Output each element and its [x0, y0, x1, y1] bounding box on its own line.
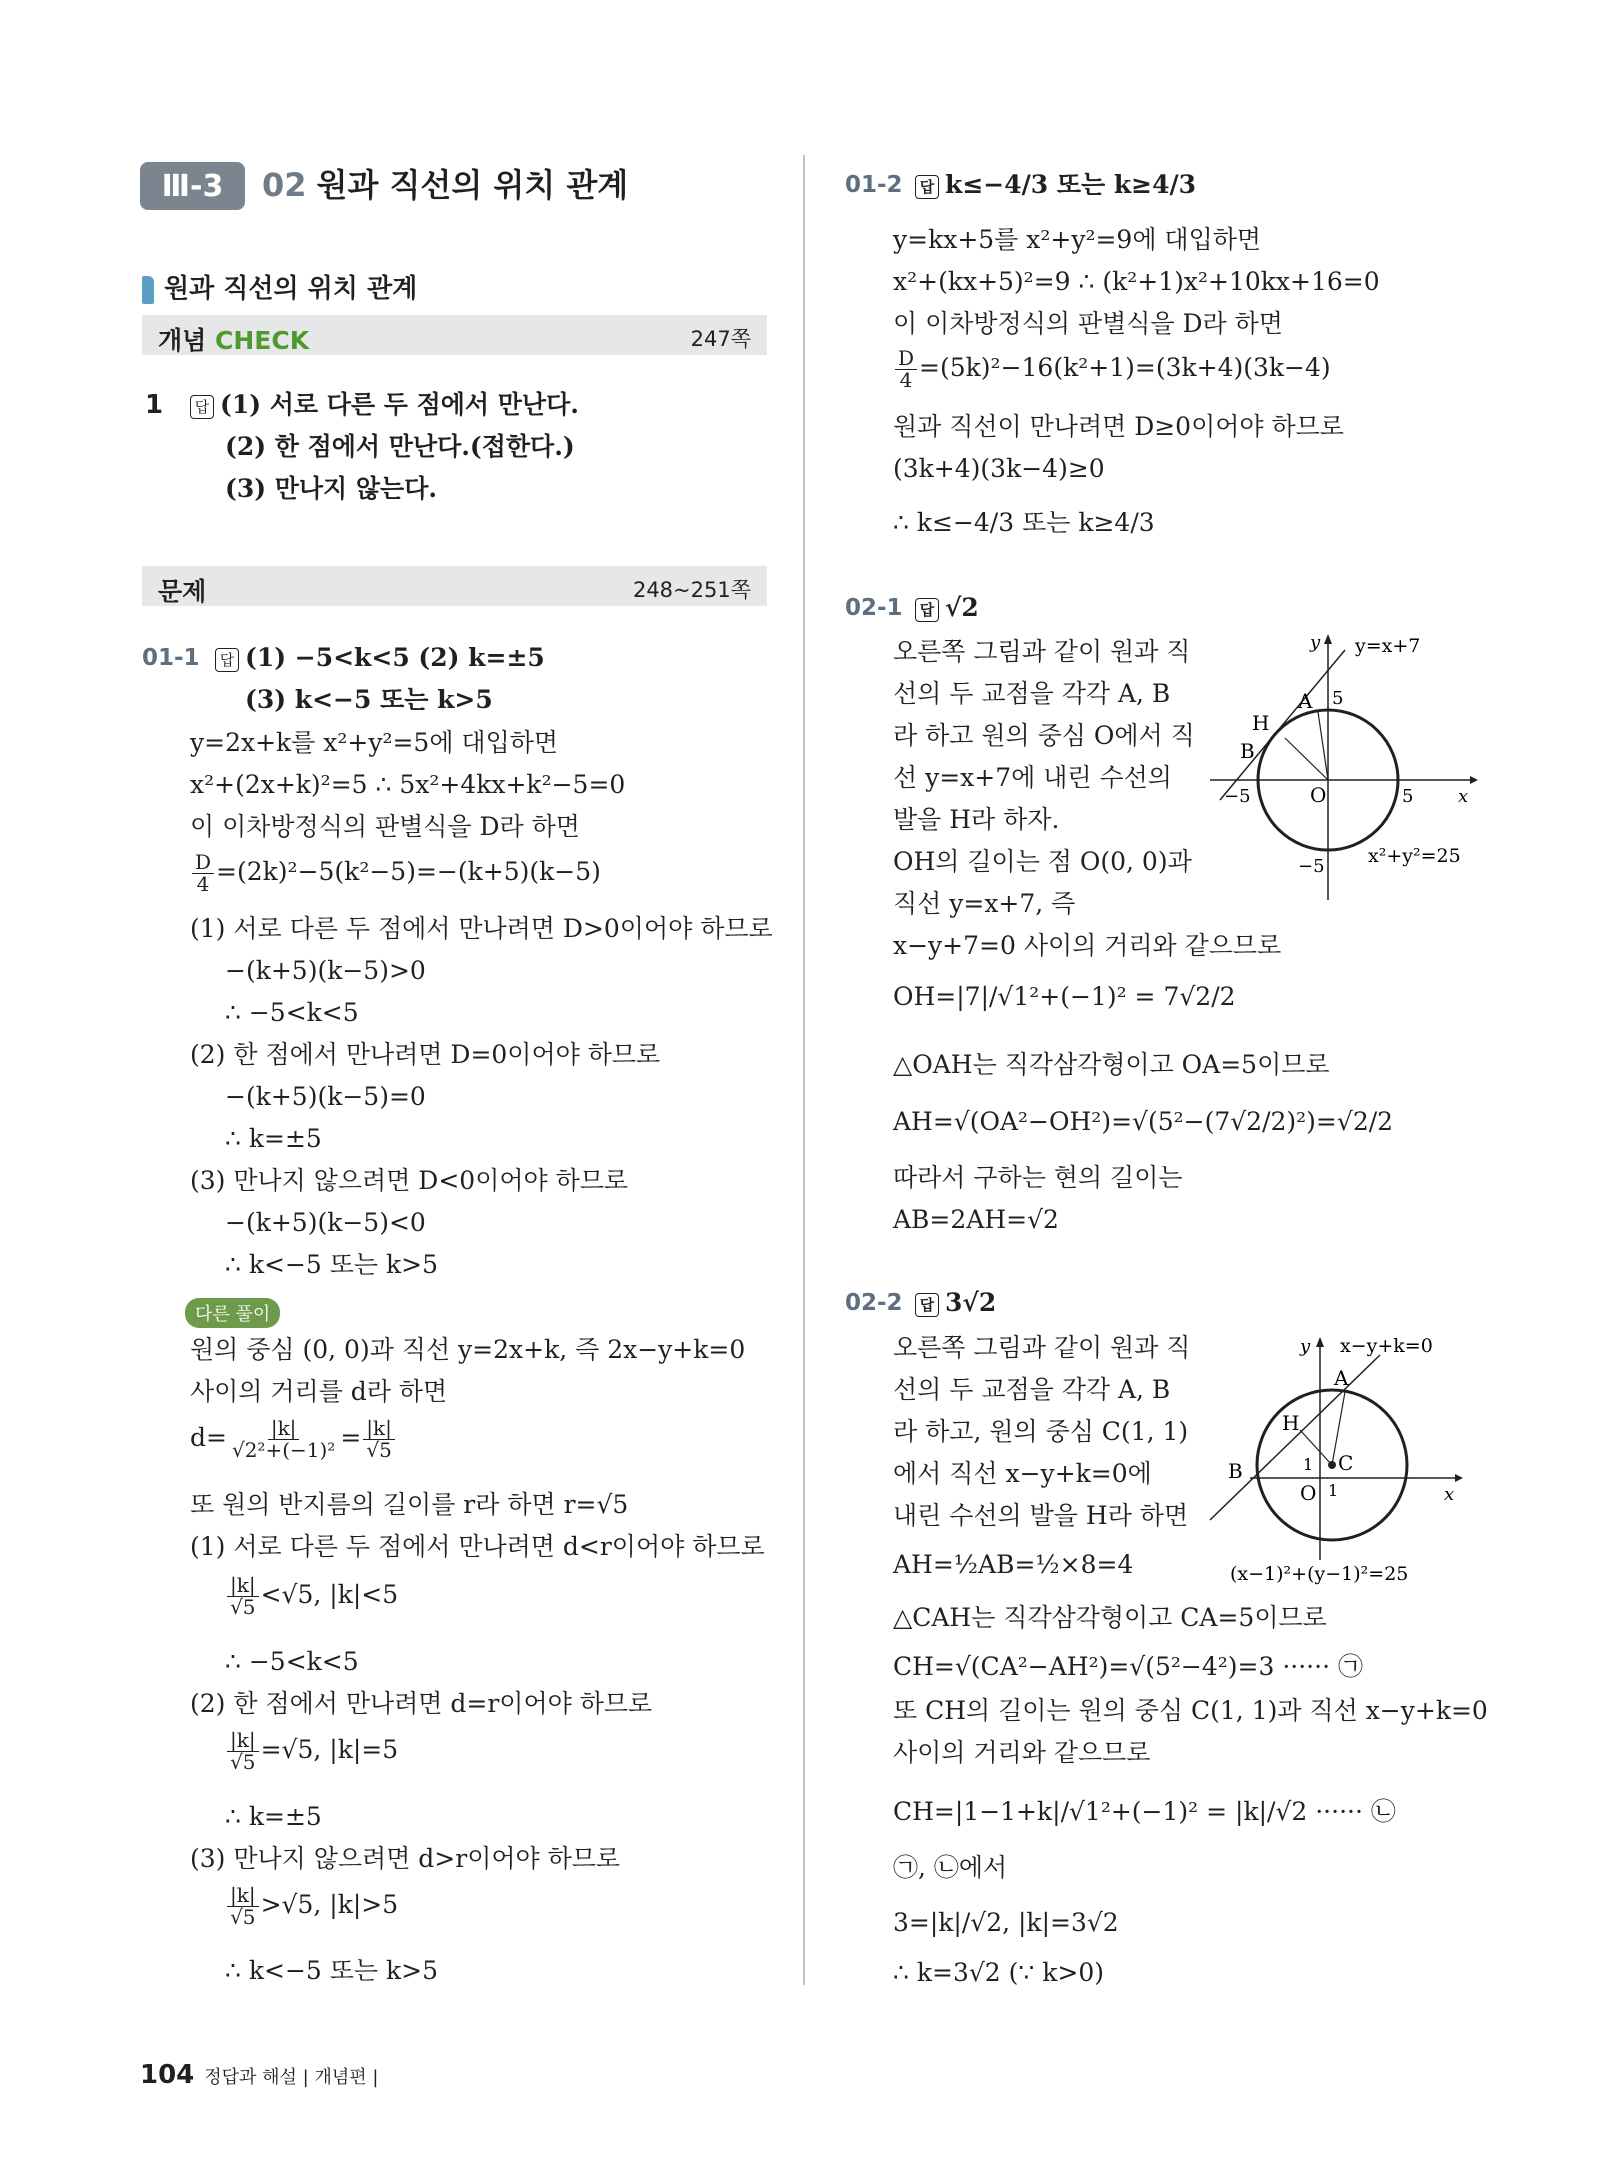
y-axis-label: y [1310, 632, 1321, 653]
solution-line: (3) 만나지 않으려면 D<0이어야 하므로 [190, 1166, 629, 1195]
concept-check-page: 247쪽 [690, 327, 751, 351]
answer-icon: 답 [190, 395, 214, 419]
solution-line: x²+(2x+k)²=5 ∴ 5x²+4kx+k²−5=0 [190, 770, 626, 799]
solution-line: 선의 두 교점을 각각 A, B [893, 679, 1171, 708]
solution-line: CH=√(CA²−AH²)=√(5²−4²)=3 ······ ㉠ [893, 1652, 1363, 1681]
column-divider [803, 155, 805, 1985]
problem-1-number: 1 [145, 390, 164, 420]
center-point [1328, 1461, 1336, 1469]
problem-02-1-answer: 답 √2 [915, 593, 979, 623]
solution-line: CH=|1−1+k|/√1²+(−1)² = |k|/√2 ······ ㉡ [893, 1797, 1396, 1826]
solution-line: ㉠, ㉡에서 [893, 1853, 1008, 1882]
alt-solution-line: 사이의 거리를 d라 하면 [190, 1377, 448, 1406]
line-label: y=x+7 [1355, 635, 1421, 657]
solution-line: 3=|k|/√2, |k|=3√2 [893, 1908, 1119, 1937]
solution-line: y=2x+k를 x²+y²=5에 대입하면 [190, 728, 559, 757]
solution-line: 라 하고, 원의 중심 C(1, 1) [893, 1417, 1189, 1446]
x-axis-arrow-icon [1455, 1474, 1463, 1482]
solution-line: (1) 서로 다른 두 점에서 만나려면 D>0이어야 하므로 [190, 914, 773, 943]
concept-check-label: 개념 CHECK [158, 326, 310, 355]
point-B: B [1228, 1459, 1243, 1483]
problem-01-1-answer-2: (3) k<−5 또는 k>5 [245, 685, 493, 714]
solution-line: 발을 H라 하자. [893, 805, 1060, 834]
problem-bar [142, 566, 767, 606]
solution-line: 이 이차방정식의 판별식을 D라 하면 [190, 812, 580, 841]
point-H: H [1252, 711, 1270, 735]
alternative-solution-tag: 다른 풀이 [185, 1298, 280, 1328]
alt-solution-line: $\frac{|k|}{√5}$ <√5, |k|<5 [225, 1575, 398, 1618]
solution-line: x²+(kx+5)²=9 ∴ (k²+1)x²+10kx+16=0 [893, 267, 1380, 296]
solution-line: 이 이차방정식의 판별식을 D라 하면 [893, 309, 1283, 338]
concept-check-bar [142, 315, 767, 355]
point-O: O [1300, 1481, 1317, 1505]
solution-line: AH=√(OA²−OH²)=√(5²−(7√2/2)²)=√2/2 [893, 1107, 1394, 1136]
alt-solution-line: ∴ k=±5 [225, 1802, 322, 1831]
solution-line: −(k+5)(k−5)=0 [225, 1082, 426, 1111]
answer-icon: 답 [915, 598, 939, 622]
x-axis-arrow-icon [1470, 776, 1478, 784]
solution-line: 에서 직선 x−y+k=0에 [893, 1459, 1152, 1488]
unit-badge: Ⅲ-3 [140, 162, 245, 210]
fraction: $\frac{D}{4}$ [192, 852, 214, 895]
problem-02-1-number: 02-1 [845, 595, 903, 621]
alt-solution-line: ∴ k<−5 또는 k>5 [225, 1956, 438, 1985]
solution-line: OH의 길이는 점 O(0, 0)과 [893, 847, 1192, 876]
solution-line: AB=2AH=√2 [893, 1205, 1059, 1234]
solution-line: 선 y=x+7에 내린 수선의 [893, 763, 1172, 792]
point-B: B [1240, 739, 1255, 763]
problem-02-2-number: 02-2 [845, 1290, 903, 1316]
solution-line: 또 CH의 길이는 원의 중심 C(1, 1)과 직선 x−y+k=0 [893, 1696, 1488, 1725]
point-H: H [1282, 1411, 1300, 1435]
point-A: A [1298, 689, 1313, 713]
solution-line: 원과 직선이 만나려면 D≥0이어야 하므로 [893, 412, 1344, 441]
solution-line: (2) 한 점에서 만나려면 D=0이어야 하므로 [190, 1040, 661, 1069]
solution-line: ∴ k=±5 [225, 1124, 322, 1153]
solution-line: ∴ k=3√2 (∵ k>0) [893, 1958, 1104, 1987]
y-axis-arrow-icon [1324, 634, 1332, 644]
section-marker-icon [142, 276, 154, 304]
alt-solution-line: (1) 서로 다른 두 점에서 만나려면 d<r이어야 하므로 [190, 1532, 765, 1561]
point-A: A [1334, 1366, 1349, 1390]
fraction: $\frac{|k|}{√5}$ [227, 1730, 259, 1773]
solution-line: 내린 수선의 발을 H라 하면 [893, 1501, 1189, 1530]
alt-solution-line: (2) 한 점에서 만나려면 d=r이어야 하므로 [190, 1689, 653, 1718]
circle-label: x²+y²=25 [1368, 845, 1461, 867]
problem-02-2-answer: 답 3√2 [915, 1288, 996, 1318]
x-axis-label: x [1458, 786, 1469, 807]
problem-01-1-number: 01-1 [142, 645, 200, 671]
solution-line: 라 하고 원의 중심 O에서 직 [893, 721, 1195, 750]
solution-line: ∴ k≤−4/3 또는 k≥4/3 [893, 508, 1155, 537]
chapter-number: 02 [262, 166, 307, 204]
solution-line: y=kx+5를 x²+y²=9에 대입하면 [893, 225, 1262, 254]
point-O: O [1310, 783, 1327, 807]
y-axis-arrow-icon [1316, 1337, 1324, 1347]
solution-line: 직선 y=x+7, 즉 [893, 889, 1076, 918]
tick-5-x: 5 [1402, 786, 1414, 807]
solution-line: ∴ −5<k<5 [225, 998, 359, 1027]
point-C: C [1338, 1451, 1354, 1475]
line-x-y-k-0 [1210, 1355, 1380, 1520]
alt-solution-line: $\frac{|k|}{√5}$ =√5, |k|=5 [225, 1730, 398, 1773]
circle-label: (x−1)²+(y−1)²=25 [1230, 1563, 1409, 1585]
y-axis-label: y [1300, 1336, 1311, 1357]
alt-solution-line: ∴ −5<k<5 [225, 1647, 359, 1676]
solution-line: $\frac{D}{4}$ =(5k)²−16(k²+1)=(3k+4)(3k−4) [893, 348, 1331, 391]
answer-icon: 답 [215, 648, 239, 672]
solution-line: x−y+7=0 사이의 거리와 같으므로 [893, 931, 1282, 960]
solution-line: 오른쪽 그림과 같이 원과 직 [893, 1333, 1191, 1362]
solution-line: −(k+5)(k−5)>0 [225, 956, 426, 985]
tick-minus5-y: −5 [1298, 856, 1325, 877]
solution-line: −(k+5)(k−5)<0 [225, 1208, 426, 1237]
segment-OH [1285, 738, 1328, 780]
x-axis-label: x [1444, 1484, 1455, 1505]
page-number: 104 [140, 2060, 195, 2090]
tick-minus5-x: −5 [1224, 786, 1251, 807]
problem-1-answer-2: (2) 한 점에서 만난다.(접한다.) [225, 432, 575, 461]
solution-line: 사이의 거리와 같으므로 [893, 1738, 1151, 1767]
chapter-title-text: 원과 직선의 위치 관계 [316, 166, 629, 204]
problem-1-answer-3: (3) 만나지 않는다. [225, 474, 438, 503]
problem-1-answer-1: 답 (1) 서로 다른 두 점에서 만난다. [190, 390, 579, 420]
problem-01-2-number: 01-2 [845, 172, 903, 198]
fraction: $\frac{|k|}{\text{√2²+(−1)²}}$ [231, 1416, 336, 1462]
answer-icon: 답 [915, 175, 939, 199]
alt-solution-line: 또 원의 반지름의 길이를 r라 하면 r=√5 [190, 1490, 629, 1519]
fraction: $\frac{|k|}{√5}$ [227, 1885, 259, 1928]
solution-line: 선의 두 교점을 각각 A, B [893, 1375, 1171, 1404]
alt-solution-line: 원의 중심 (0, 0)과 직선 y=2x+k, 즉 2x−y+k=0 [190, 1335, 746, 1364]
footer-text: 정답과 해설 | 개념편 | [204, 2067, 379, 2088]
solution-line: $\frac{D}{4}$ =(2k)²−5(k²−5)=−(k+5)(k−5) [190, 852, 601, 895]
alt-solution-line: (3) 만나지 않으려면 d>r이어야 하므로 [190, 1844, 621, 1873]
problem-label: 문제 [158, 577, 207, 606]
fraction: $\frac{D}{4}$ [895, 348, 917, 391]
figure-02-1 [1200, 630, 1480, 910]
solution-line: △CAH는 직각삼각형이고 CA=5이므로 [893, 1603, 1327, 1632]
problem-page: 248~251쪽 [632, 578, 751, 602]
tick-5-y: 5 [1332, 688, 1344, 709]
figure-02-2 [1200, 1330, 1470, 1590]
solution-line: AH=½AB=½×8=4 [893, 1550, 1134, 1579]
problem-01-1-answer-1: 답 (1) −5<k<5 (2) k=±5 [215, 643, 545, 673]
alt-solution-line: d= $\frac{|k|}{\text{√2²+(−1)²}}$ = $\frac{|k|}{√5}$ [190, 1418, 397, 1461]
page-footer [140, 2060, 378, 2090]
section-title: 원과 직선의 위치 관계 [164, 274, 418, 304]
solution-line: △OAH는 직각삼각형이고 OA=5이므로 [893, 1050, 1330, 1079]
solution-line: 오른쪽 그림과 같이 원과 직 [893, 637, 1191, 666]
chapter-title [262, 160, 628, 206]
segment-OA [1318, 712, 1328, 780]
section-heading [142, 268, 417, 305]
solution-line: ∴ k<−5 또는 k>5 [225, 1250, 438, 1279]
tick-1-x: 1 [1328, 1481, 1339, 1500]
answer-icon: 답 [915, 1293, 939, 1317]
fraction: $\frac{|k|}{√5}$ [363, 1418, 395, 1461]
line-label: x−y+k=0 [1340, 1335, 1433, 1357]
tick-1-y: 1 [1303, 1455, 1314, 1474]
alt-solution-line: $\frac{|k|}{√5}$ >√5, |k|>5 [225, 1885, 398, 1928]
solution-line: (3k+4)(3k−4)≥0 [893, 454, 1105, 483]
problem-01-2-answer: 답 k≤−4/3 또는 k≥4/3 [915, 170, 1196, 200]
solution-line: OH=|7|/√1²+(−1)² = 7√2/2 [893, 982, 1236, 1011]
fraction: $\frac{|k|}{√5}$ [227, 1575, 259, 1618]
solution-line: 따라서 구하는 현의 길이는 [893, 1163, 1183, 1192]
